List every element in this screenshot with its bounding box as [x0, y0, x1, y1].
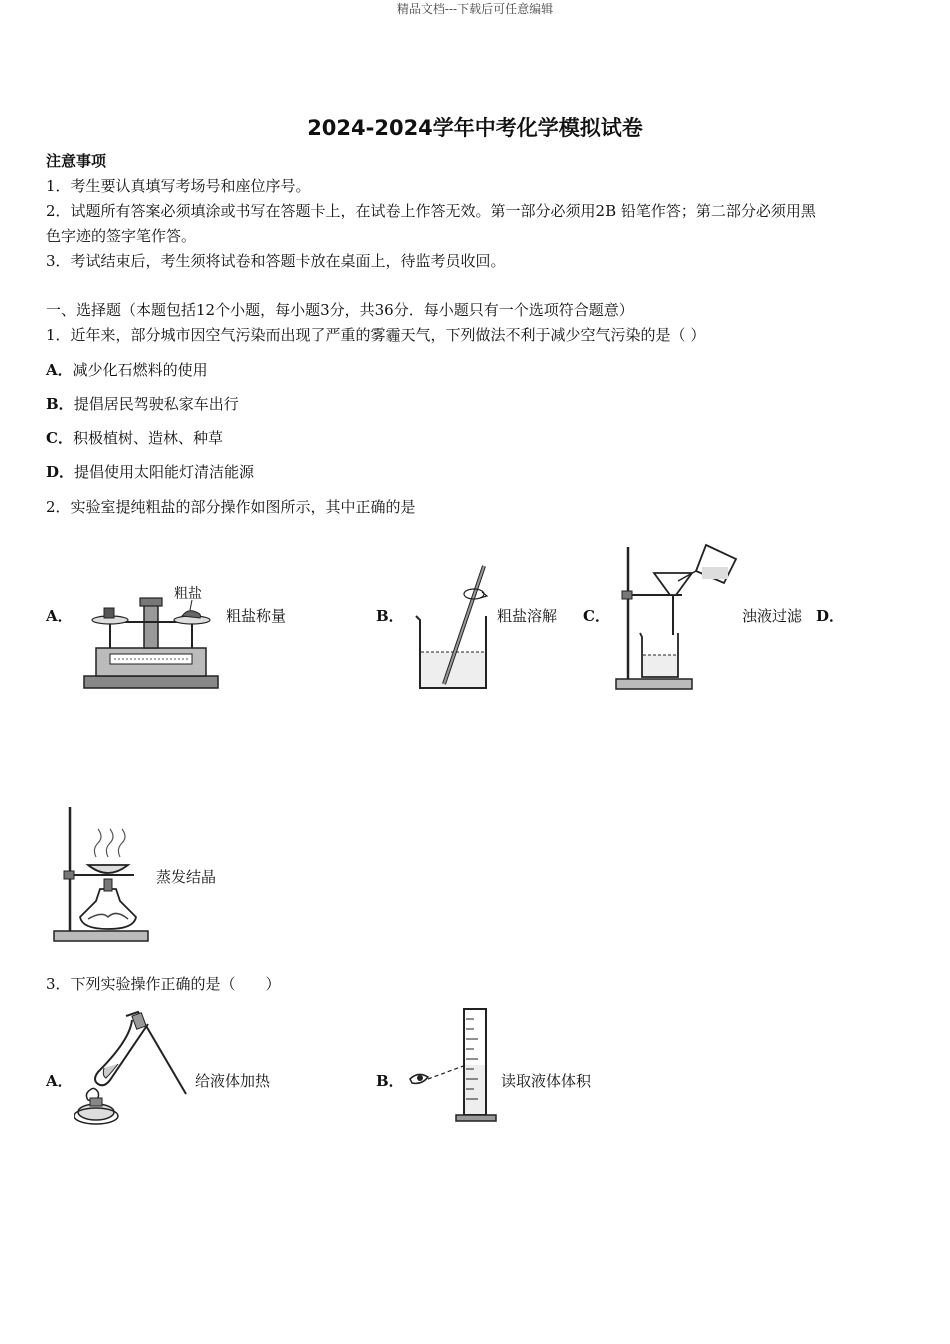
- q1-option-c-text: 积极植树、造林、种草: [72, 429, 223, 447]
- heating-test-tube-icon: [74, 1010, 198, 1126]
- q3-option-b-caption: 读取液体体积: [501, 1072, 592, 1090]
- q1-option-b-text: 提倡居民驾驶私家车出行: [73, 395, 239, 413]
- q3-option-a-letter: A．: [46, 1072, 73, 1090]
- balance-label: 粗盐: [174, 586, 202, 602]
- q2-option-c-caption: 浊液过滤: [742, 607, 803, 625]
- q1-option-c-letter: C．: [46, 429, 73, 447]
- q1-option-b: [46, 394, 239, 414]
- q1-option-a-letter: A．: [46, 361, 73, 379]
- graduated-cylinder-icon: [404, 1005, 498, 1125]
- q3-option-a-caption: 给液体加热: [195, 1072, 271, 1090]
- q3-stem: 3．下列实验操作正确的是（ ）: [46, 975, 281, 993]
- q1-option-d-text: 提倡使用太阳能灯清洁能源: [74, 463, 255, 481]
- q2-option-b-caption: 粗盐溶解: [497, 607, 558, 625]
- q2-option-c-letter: C．: [583, 607, 610, 625]
- q2-option-d-letter: D．: [816, 607, 845, 625]
- q3-option-b-letter: B．: [376, 1072, 404, 1090]
- notice-item-3: 3．考试结束后，考生须将试卷和答题卡放在桌面上，待监考员收回。: [46, 252, 506, 270]
- q1-option-b-letter: B．: [46, 395, 74, 413]
- q1-option-a-text: 减少化石燃料的使用: [72, 361, 208, 379]
- q1-option-d-letter: D．: [46, 463, 75, 481]
- q1-option-c: [46, 428, 223, 448]
- q1-option-d: [46, 462, 254, 482]
- q2-stem: 2．实验室提纯粗盐的部分操作如图所示，其中正确的是: [46, 498, 416, 516]
- section-heading: 一、选择题（本题包括12个小题，每小题3分，共36分．每小题只有一个选项符合题意）: [46, 301, 634, 319]
- exam-title: 2024-2024学年中考化学模拟试卷: [307, 116, 643, 140]
- notice-item-1: 1．考生要认真填写考场号和座位序号。: [46, 177, 311, 195]
- q2-option-a-letter: A．: [46, 607, 73, 625]
- evaporation-apparatus-icon: [52, 805, 152, 945]
- page-header: 精品文档---下载后可任意编辑: [396, 2, 554, 16]
- q1-stem: 1．近年来，部分城市因空气污染而出现了严重的雾霾天气，下列做法不利于减少空气污染的是（ ）: [46, 326, 706, 344]
- notice-heading: 注意事项: [46, 152, 107, 170]
- q2-option-b-letter: B．: [376, 607, 404, 625]
- notice-item-2-cont: 色字迹的签字笔作答。: [46, 227, 197, 245]
- notice-item-2: 2．试题所有答案必须填涂或书写在答题卡上，在试卷上作答无效。第一部分必须用2B 铅笔作答；第二部分必须用黑: [46, 202, 816, 220]
- q1-option-a: [46, 360, 208, 380]
- q2-option-a-caption: 粗盐称量: [226, 607, 287, 625]
- filtration-apparatus-icon: [612, 543, 742, 693]
- q2-option-d-caption: 蒸发结晶: [156, 868, 217, 886]
- beaker-stirring-icon: [410, 560, 496, 692]
